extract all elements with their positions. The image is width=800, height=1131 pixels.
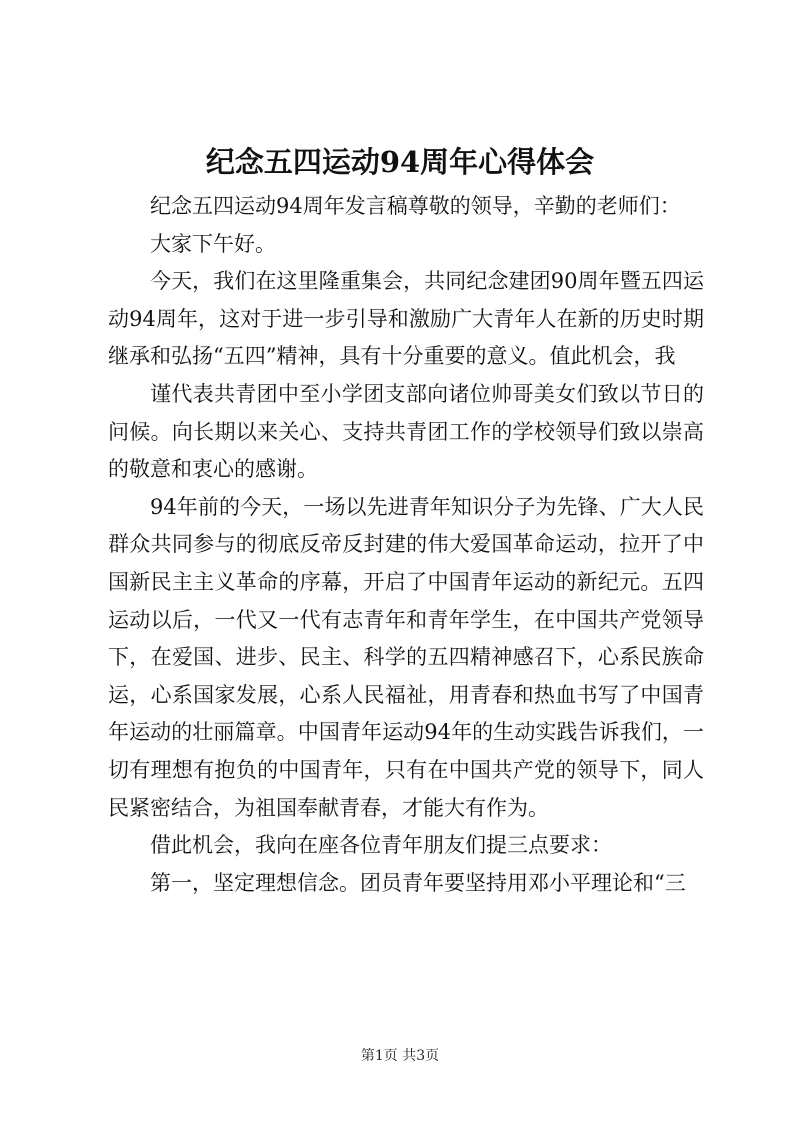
paragraph-greeting: 纪念五四运动94周年发言稿尊敬的领导，辛勤的老师们： — [150, 194, 681, 218]
document-title: 纪念五四运动94周年心得体会 — [205, 145, 595, 179]
paragraph-opening: 今天，我们在这里隆重集会，共同纪念建团90周年暨五四运动94周年，这对于进一步引导和激励广大青年人在新的历史时期继承和弘扬“五四”精神，具有十分重要的意义。值此机会，我 — [108, 269, 704, 369]
paragraph-salutation: 大家下午好。 — [150, 231, 276, 256]
paragraph-history: 94年前的今天，一场以先进青年知识分子为先锋、广大人民群众共同参与的彻底反帝反封建的伟大爱国革命运动，拉开了中国新民主主义革命的序幕，开启了中国青年运动的新纪元。五四运动以后，一代又一代有志青年和青年学生，在中国共产党领导下，在爱国、进步、民主、科学的五四精神感召下，心系民族命运，心系国家发展，心系人民福祉，用青春和热血书写了中国青年运动的壮丽篇章。中国青年运动94年的生动实践告诉我们，一切有理想有抱负的中国青年，只有在中国共产党的领导下，同人民紧密结合，为祖国奉献青春，才能大有作为。 — [108, 494, 704, 820]
paragraph-thanks: 谨代表共青团中至小学团支部向诸位帅哥美女们致以节日的问候。向长期以来关心、支持共青团工作的学校领导们致以崇高的敬意和衷心的感谢。 — [108, 381, 704, 482]
document-body — [108, 188, 704, 902]
paragraph-requirement-first: 第一，坚定理想信念。团员青年要坚持用邓小平理论和“三 — [150, 870, 686, 895]
page-number-footer: 第1页 共3页 — [360, 1048, 440, 1064]
paragraph-requirements-intro: 借此机会，我向在座各位青年朋友们提三点要求： — [150, 833, 612, 858]
